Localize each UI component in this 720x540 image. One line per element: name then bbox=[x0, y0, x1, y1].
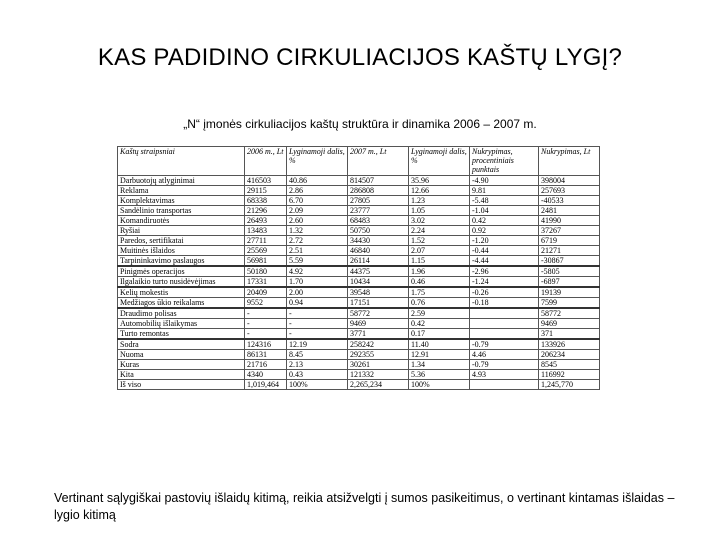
value-cell: 2481 bbox=[539, 206, 600, 216]
value-cell: 206234 bbox=[539, 350, 600, 360]
value-cell: 7599 bbox=[539, 298, 600, 309]
value-cell: 27805 bbox=[348, 196, 409, 206]
value-cell bbox=[470, 329, 539, 340]
table-header-row bbox=[118, 147, 600, 176]
value-cell: 58772 bbox=[348, 308, 409, 319]
table-row bbox=[118, 287, 600, 298]
row-label-cell: Sandėlinio transportas bbox=[118, 206, 245, 216]
row-label-cell: Reklama bbox=[118, 186, 245, 196]
value-cell: -0.44 bbox=[470, 246, 539, 256]
value-cell: 814507 bbox=[348, 176, 409, 186]
row-label-cell: Medžiagos ūkio reikalams bbox=[118, 298, 245, 309]
value-cell: - bbox=[245, 319, 287, 329]
value-cell: 41990 bbox=[539, 216, 600, 226]
table-row bbox=[118, 350, 600, 360]
value-cell: 8.45 bbox=[287, 350, 348, 360]
row-label-cell: Turto remontas bbox=[118, 329, 245, 340]
row-label-cell: Paredos, sertifikatai bbox=[118, 236, 245, 246]
header-cell: Nukrypimas, Lt bbox=[539, 147, 600, 176]
row-label-cell: Ryšiai bbox=[118, 226, 245, 236]
value-cell bbox=[470, 380, 539, 390]
row-label-cell: Automobilių išlaikymas bbox=[118, 319, 245, 329]
row-label-cell: Pinigmės operacijos bbox=[118, 266, 245, 277]
value-cell: 5.36 bbox=[409, 370, 470, 380]
value-cell: -2.96 bbox=[470, 266, 539, 277]
table-row bbox=[118, 298, 600, 309]
value-cell: 17151 bbox=[348, 298, 409, 309]
value-cell bbox=[470, 308, 539, 319]
value-cell: 100% bbox=[409, 380, 470, 390]
value-cell: 416503 bbox=[245, 176, 287, 186]
value-cell: 12.91 bbox=[409, 350, 470, 360]
value-cell: 371 bbox=[539, 329, 600, 340]
value-cell: - bbox=[287, 308, 348, 319]
header-cell: Lyginamoji dalis, % bbox=[409, 147, 470, 176]
value-cell: -1.20 bbox=[470, 236, 539, 246]
table-caption: „N“ įmonės cirkuliacijos kaštų struktūra ir dinamika 2006 – 2007 m. bbox=[183, 117, 537, 131]
value-cell: 20409 bbox=[245, 287, 287, 298]
value-cell: 1.34 bbox=[409, 360, 470, 370]
table-row bbox=[118, 370, 600, 380]
table-row bbox=[118, 186, 600, 196]
value-cell: 121332 bbox=[348, 370, 409, 380]
value-cell: 1.15 bbox=[409, 256, 470, 267]
table-row bbox=[118, 380, 600, 390]
value-cell: 292355 bbox=[348, 350, 409, 360]
value-cell: 1,019,464 bbox=[245, 380, 287, 390]
value-cell: 133926 bbox=[539, 339, 600, 350]
table-row bbox=[118, 246, 600, 256]
header-cell: 2007 m., Lt bbox=[348, 147, 409, 176]
value-cell: 13483 bbox=[245, 226, 287, 236]
cost-structure-table bbox=[117, 146, 600, 390]
value-cell: 50750 bbox=[348, 226, 409, 236]
value-cell: 1.23 bbox=[409, 196, 470, 206]
row-label-cell: Kuras bbox=[118, 360, 245, 370]
value-cell: 2.24 bbox=[409, 226, 470, 236]
value-cell: 86131 bbox=[245, 350, 287, 360]
value-cell: 68483 bbox=[348, 216, 409, 226]
value-cell: 5.59 bbox=[287, 256, 348, 267]
value-cell: 21271 bbox=[539, 246, 600, 256]
value-cell: 1.32 bbox=[287, 226, 348, 236]
value-cell: 17331 bbox=[245, 277, 287, 288]
value-cell: 37267 bbox=[539, 226, 600, 236]
value-cell: -0.18 bbox=[470, 298, 539, 309]
table-row bbox=[118, 329, 600, 340]
value-cell: - bbox=[287, 329, 348, 340]
value-cell: 29115 bbox=[245, 186, 287, 196]
value-cell: 0.76 bbox=[409, 298, 470, 309]
table-row bbox=[118, 339, 600, 350]
value-cell: 30261 bbox=[348, 360, 409, 370]
value-cell: 0.42 bbox=[470, 216, 539, 226]
value-cell: 26114 bbox=[348, 256, 409, 267]
value-cell: 9469 bbox=[348, 319, 409, 329]
value-cell: -0.79 bbox=[470, 360, 539, 370]
value-cell: 286808 bbox=[348, 186, 409, 196]
table-row bbox=[118, 196, 600, 206]
value-cell: 26493 bbox=[245, 216, 287, 226]
value-cell: 2.60 bbox=[287, 216, 348, 226]
value-cell: -40533 bbox=[539, 196, 600, 206]
table-row bbox=[118, 256, 600, 267]
value-cell: -0.79 bbox=[470, 339, 539, 350]
value-cell: 44375 bbox=[348, 266, 409, 277]
header-cell: Kaštų straipsniai bbox=[118, 147, 245, 176]
value-cell: -5.48 bbox=[470, 196, 539, 206]
value-cell: 258242 bbox=[348, 339, 409, 350]
table-row bbox=[118, 216, 600, 226]
value-cell: 34430 bbox=[348, 236, 409, 246]
value-cell: 4.46 bbox=[470, 350, 539, 360]
value-cell bbox=[470, 319, 539, 329]
value-cell: 25569 bbox=[245, 246, 287, 256]
table-body bbox=[118, 176, 600, 390]
value-cell: 21716 bbox=[245, 360, 287, 370]
value-cell: 9552 bbox=[245, 298, 287, 309]
value-cell: 398004 bbox=[539, 176, 600, 186]
value-cell: - bbox=[245, 329, 287, 340]
value-cell: 2.86 bbox=[287, 186, 348, 196]
value-cell: 12.19 bbox=[287, 339, 348, 350]
value-cell: 21296 bbox=[245, 206, 287, 216]
value-cell: 46840 bbox=[348, 246, 409, 256]
value-cell: 68338 bbox=[245, 196, 287, 206]
value-cell: 3771 bbox=[348, 329, 409, 340]
table-row bbox=[118, 277, 600, 288]
value-cell: 2.51 bbox=[287, 246, 348, 256]
row-label-cell: Nuoma bbox=[118, 350, 245, 360]
value-cell: 50180 bbox=[245, 266, 287, 277]
value-cell: 2.07 bbox=[409, 246, 470, 256]
value-cell: -1.24 bbox=[470, 277, 539, 288]
value-cell: -6897 bbox=[539, 277, 600, 288]
value-cell: 12.66 bbox=[409, 186, 470, 196]
slide-title: KAS PADIDINO CIRKULIACIJOS KAŠTŲ LYGĮ? bbox=[97, 44, 623, 71]
value-cell: 40.86 bbox=[287, 176, 348, 186]
value-cell: 8545 bbox=[539, 360, 600, 370]
value-cell: 1.05 bbox=[409, 206, 470, 216]
row-label-cell: Iš viso bbox=[118, 380, 245, 390]
value-cell: 1,245,770 bbox=[539, 380, 600, 390]
value-cell: 0.17 bbox=[409, 329, 470, 340]
value-cell: 1.70 bbox=[287, 277, 348, 288]
value-cell: 11.40 bbox=[409, 339, 470, 350]
row-label-cell: Darbuotojų atlyginimai bbox=[118, 176, 245, 186]
value-cell: 19139 bbox=[539, 287, 600, 298]
value-cell: 0.46 bbox=[409, 277, 470, 288]
value-cell: 257693 bbox=[539, 186, 600, 196]
footer-note: Vertinant sąlygiškai pastovių išlaidų kitimą, reikia atsižvelgti į sumos pasikeitimus, o vertinant kintamas išlaidas – lygio kitimą bbox=[54, 491, 675, 522]
value-cell: 116992 bbox=[539, 370, 600, 380]
value-cell: 4.93 bbox=[470, 370, 539, 380]
value-cell: 4.92 bbox=[287, 266, 348, 277]
value-cell: 27711 bbox=[245, 236, 287, 246]
value-cell: 9.81 bbox=[470, 186, 539, 196]
value-cell: 58772 bbox=[539, 308, 600, 319]
table-row bbox=[118, 266, 600, 277]
value-cell: 2.13 bbox=[287, 360, 348, 370]
table-row bbox=[118, 176, 600, 186]
value-cell: 0.94 bbox=[287, 298, 348, 309]
value-cell: 2.09 bbox=[287, 206, 348, 216]
row-label-cell: Sodra bbox=[118, 339, 245, 350]
value-cell: -30867 bbox=[539, 256, 600, 267]
value-cell: 0.42 bbox=[409, 319, 470, 329]
value-cell: 56981 bbox=[245, 256, 287, 267]
value-cell: 2.59 bbox=[409, 308, 470, 319]
value-cell: 4340 bbox=[245, 370, 287, 380]
row-label-cell: Kita bbox=[118, 370, 245, 380]
value-cell: 1.52 bbox=[409, 236, 470, 246]
value-cell: 10434 bbox=[348, 277, 409, 288]
value-cell: -4.90 bbox=[470, 176, 539, 186]
value-cell: 0.43 bbox=[287, 370, 348, 380]
row-label-cell: Kelių mokestis bbox=[118, 287, 245, 298]
header-cell: Nukrypimas, procentiniais punktais bbox=[470, 147, 539, 176]
table-row bbox=[118, 360, 600, 370]
header-cell: Lyginamoji dalis, % bbox=[287, 147, 348, 176]
value-cell: 3.02 bbox=[409, 216, 470, 226]
table-row bbox=[118, 206, 600, 216]
value-cell: 9469 bbox=[539, 319, 600, 329]
value-cell: 124316 bbox=[245, 339, 287, 350]
row-label-cell: Muitinės išlaidos bbox=[118, 246, 245, 256]
value-cell: -5805 bbox=[539, 266, 600, 277]
row-label-cell: Draudimo polisas bbox=[118, 308, 245, 319]
value-cell: 23777 bbox=[348, 206, 409, 216]
row-label-cell: Komplektavimas bbox=[118, 196, 245, 206]
value-cell: -0.26 bbox=[470, 287, 539, 298]
value-cell: 100% bbox=[287, 380, 348, 390]
value-cell: 1.96 bbox=[409, 266, 470, 277]
value-cell: 6.70 bbox=[287, 196, 348, 206]
value-cell: 0.92 bbox=[470, 226, 539, 236]
table-row bbox=[118, 319, 600, 329]
row-label-cell: Tarpininkavimo paslaugos bbox=[118, 256, 245, 267]
value-cell: - bbox=[287, 319, 348, 329]
row-label-cell: Komandiruotės bbox=[118, 216, 245, 226]
value-cell: 1.75 bbox=[409, 287, 470, 298]
header-cell: 2006 m., Lt bbox=[245, 147, 287, 176]
value-cell: 6719 bbox=[539, 236, 600, 246]
row-label-cell: Ilgalaikio turto nusidėvėjimas bbox=[118, 277, 245, 288]
value-cell: 35.96 bbox=[409, 176, 470, 186]
value-cell: 2.72 bbox=[287, 236, 348, 246]
value-cell: -4.44 bbox=[470, 256, 539, 267]
value-cell: 39548 bbox=[348, 287, 409, 298]
table-row bbox=[118, 308, 600, 319]
value-cell: - bbox=[245, 308, 287, 319]
value-cell: 2.00 bbox=[287, 287, 348, 298]
table-row bbox=[118, 236, 600, 246]
value-cell: -1.04 bbox=[470, 206, 539, 216]
table-row bbox=[118, 226, 600, 236]
value-cell: 2,265,234 bbox=[348, 380, 409, 390]
